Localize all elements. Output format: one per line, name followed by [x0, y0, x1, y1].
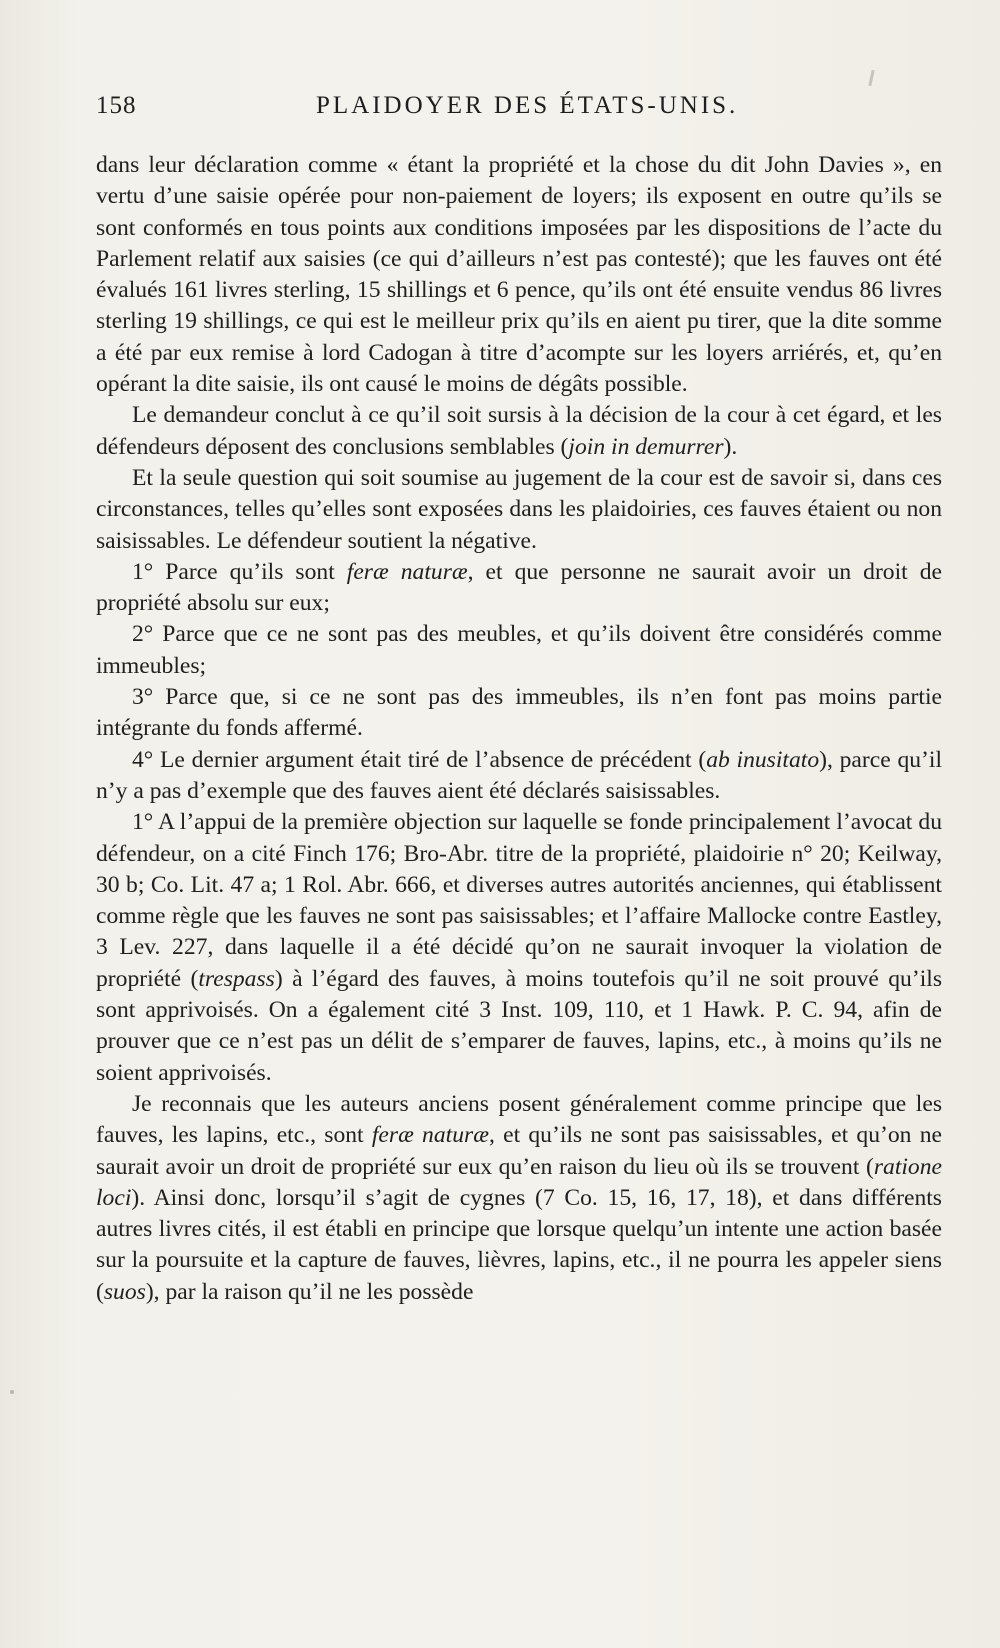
running-title: PLAIDOYER DES ÉTATS-UNIS. [316, 92, 739, 119]
paragraph-5: 2° Parce que ce ne sont pas des meubles, et qu’ils doivent être considérés comme immeubles; [96, 621, 942, 679]
paragraph-9-segment-1: Je reconnais que les auteurs anciens posent généralement comme principe que les fauves, les lapins, etc., sont [96, 1090, 942, 1149]
paragraph-4 [96, 557, 942, 620]
paragraph-3: Et la seule question qui soit soumise au jugement de la cour est de savoir si, dans ces circonstances, telles qu’elles sont exposées dans les plaidoiries, ces fauves étaient ou non saisissables. Le défendeur soutient la négative. [96, 464, 942, 554]
scan-mark [868, 70, 874, 86]
paragraph-4-text-before: 1° Parce qu’ils sont [132, 558, 347, 585]
paragraph-2-text-before: Le demandeur conclut à ce qu’il soit sursis à la décision de la cour à cet égard, et les défendeurs déposent des conclusions semblables ( [96, 402, 942, 460]
scan-speck [10, 1390, 14, 1394]
paragraph-7-text-before: 4° Le dernier argument était tiré de l’absence de précédent ( [132, 746, 707, 773]
paragraph-1: dans leur déclaration comme « étant la propriété et la chose du dit John Davies », en vertu d’une saisie opérée pour non-paiement de loyers; ils exposent en outre qu’ils se sont conformés en tous points aux conditions imposées par les dispositions de l’acte du Parlement relatif aux saisies (ce qui d’ailleurs n’est pas contesté); que les fauves ont été évalués 161 livres sterling, 15 shillings et 6 pence, qu’ils ont été ensuite vendus 86 livres sterling 19 shillings, ce qui est le meilleur prix qu’ils en aient pu tirer, que la dite somme a été par eux remise à lord Cadogan à titre d’acompte sur les loyers arriérés, et, qu’en opérant la dite saisie, ils ont causé le moins de dégâts possible. [96, 152, 942, 398]
paragraph-9 [96, 1089, 942, 1308]
paragraph-7-italic: ab inusitato [706, 746, 820, 773]
paragraph-8 [96, 807, 942, 1089]
paragraph-9-segment-2: , et qu’ils ne sont pas saisissables, et qu’on ne saurait avoir un droit de propriété sur eux qu’en raison du lieu où ils se trouvent ( [96, 1122, 942, 1180]
paragraph-4-text-after: , et que personne ne saurait avoir un droit de propriété absolu sur eux; [96, 558, 942, 617]
paragraph-8-text-before: 1° A l’appui de la première objection sur laquelle se fonde principalement l’avocat du défendeur, on a cité Finch 176; Bro-Abr. titre de la propriété, plaidoirie n° 20; Keilway, 30 b; Co. Lit. 47 a; 1 Rol. Abr. 666, et diverses autres autorités anciennes, qui établissent comme règle que les fauves ne sont pas saisissables; et l’affaire Mallocke contre Eastley, 3 Lev. 227, dans laquelle il a été décidé qu’on ne saurait invoquer la violation de propriété ( [96, 809, 942, 992]
paragraph-2-italic: join in demurrer [568, 433, 724, 460]
paragraph-9-segment-4: ), par la raison qu’il ne les possède [145, 1278, 474, 1305]
paragraph-2 [96, 400, 942, 463]
page-header [96, 92, 920, 126]
paragraph-4-italic: feræ naturæ [346, 558, 468, 585]
page-number: 158 [96, 92, 137, 119]
body-text [96, 150, 942, 1308]
paragraph-9-italic-3: suos [103, 1278, 146, 1305]
paragraph-7-text-after: ), parce qu’il n’y a pas d’exemple que des fauves aient été déclarés saisissables. [96, 746, 943, 804]
paragraph-6: 3° Parce que, si ce ne sont pas des immeubles, ils n’en font pas moins partie intégrante du fonds affermé. [96, 684, 942, 742]
paragraph-2-text-after: ). [723, 433, 738, 460]
paragraph-9-italic-1: feræ naturæ [371, 1122, 489, 1149]
paragraph-7 [96, 745, 942, 808]
paragraph-9-segment-3: ). Ainsi donc, lorsqu’il s’agit de cygnes (7 Co. 15, 16, 17, 18), et dans différents autres livres cités, il est établi en principe que lorsque quelqu’un intente une action basée sur la poursuite et la capture de fauves, lièvres, lapins, etc., il ne pourra les appeler siens ( [96, 1184, 942, 1305]
paragraph-8-italic: trespass [198, 965, 275, 992]
paragraph-8-text-after: ) à l’égard des fauves, à moins toutefois qu’il ne soit prouvé qu’ils sont apprivoisés. On a également cité 3 Inst. 109, 110, et 1 Hawk. P. C. 94, afin de prouver que ce n’est pas un délit de s’emparer de fauves, lapins, etc., à moins qu’ils ne soient apprivoisés. [96, 965, 942, 1086]
paragraph-9-italic-2: ratione loci [96, 1153, 942, 1211]
